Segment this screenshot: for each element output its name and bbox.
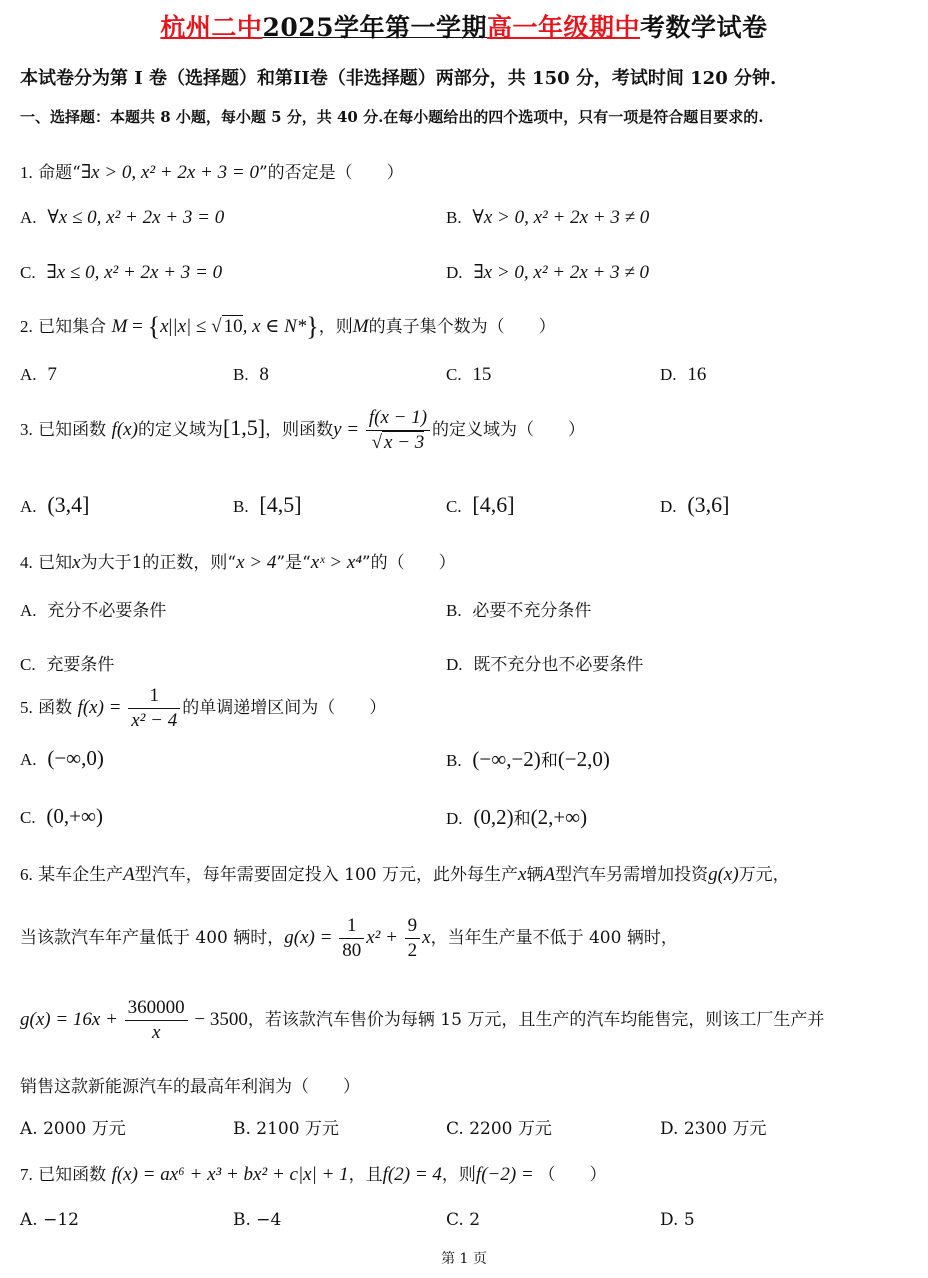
q6-number: 6. [20, 865, 33, 884]
q3-option-d[interactable] [660, 492, 730, 518]
q2-var: x [160, 316, 169, 337]
option-text: (−2,0) [557, 747, 610, 771]
q2-brace-open: { [147, 312, 161, 341]
option-label: A. [20, 208, 37, 227]
q3-number: 3. [20, 420, 33, 439]
q5-fx: f(x) = [77, 697, 127, 718]
q5-fraction [128, 684, 180, 733]
q6-frac3-num: 360000 [125, 996, 188, 1021]
q4-post: ”的（ ） [361, 553, 456, 573]
question-3 [20, 406, 585, 455]
option-and: 和 [513, 809, 531, 829]
q3-pre: 已知函数 [38, 420, 107, 440]
q5-number: 5. [20, 698, 33, 717]
option-text: ∃x ≤ 0, x² + 2x + 3 = 0 [46, 262, 223, 283]
option-text: ∀x > 0, x² + 2x + 3 ≠ 0 [472, 207, 650, 228]
q6-text: 某车企生产 [38, 865, 124, 885]
option-label: D. [446, 263, 463, 282]
option-text: 8 [259, 364, 269, 385]
q6-option-b[interactable]: B. 2100 万元 [233, 1119, 339, 1139]
q6-text: 万元， [738, 865, 790, 885]
section-heading: 一、选择题：本题共 8 小题，每小题 5 分，共 40 分.在每小题给出的四个选项中，只有一项是符合题目要求的. [20, 108, 764, 126]
option-label: D. [660, 365, 677, 384]
q5-option-d[interactable] [446, 804, 587, 830]
q5-frac-den: x² − 4 [131, 710, 178, 731]
q4-number: 4. [20, 553, 33, 572]
q1-math: ∃x > 0, x² + 2x + 3 = 0 [80, 162, 259, 183]
option-text: [4,6] [472, 492, 515, 517]
q7-post: （ ） [538, 1165, 607, 1185]
q7-cond: f(2) = 4 [382, 1164, 442, 1185]
question-6-line-3 [20, 996, 824, 1045]
q1-option-a[interactable] [20, 206, 224, 229]
option-label: A. [20, 365, 37, 384]
q2-rest: , x ∈ N* [242, 316, 307, 337]
q4-mid1: 为大于1的正数，则“ [80, 553, 237, 573]
title-term: 2025学年第一学期 [262, 13, 488, 42]
q3-fraction: $\frac{f(x - 1)}{√ x - 3}$ [366, 406, 430, 455]
q1-post: ”的否定是（ ） [258, 163, 404, 183]
option-label: D. [446, 655, 463, 674]
q2-option-a[interactable] [20, 364, 57, 386]
q6-frac1-num: 1 [339, 914, 364, 939]
q6-text: 型汽车，每年需要固定投入 100 万元，此外每生产 [134, 865, 519, 885]
option-label: A. [20, 497, 37, 516]
title-school: 杭州二中 [160, 13, 263, 42]
q6-model: A [123, 864, 135, 885]
q6-text: 型汽车另需增加投资 [555, 865, 709, 885]
q6-g2-tail: − 3500 [189, 1009, 248, 1030]
q3-mid2: ，则函数 [265, 420, 334, 440]
q1-option-d[interactable] [446, 261, 649, 284]
q4-x: x [72, 552, 81, 573]
q1-pre: 命题“ [38, 163, 81, 183]
option-text: 充分不必要条件 [47, 601, 167, 621]
q1-option-b[interactable] [446, 206, 649, 229]
q4-option-a[interactable] [20, 596, 166, 621]
page-number: 第 1 页 [441, 1251, 487, 1267]
q6-frac3 [125, 996, 188, 1045]
option-label: C. [20, 263, 36, 282]
q4-cond2: xˣ > x⁴ [310, 552, 362, 573]
option-text: (−∞,0) [47, 746, 104, 770]
q7-mid2: ，则 [441, 1165, 476, 1185]
option-label: B. [233, 497, 249, 516]
option-label: A. [20, 601, 37, 620]
exam-title [0, 8, 928, 44]
q2-absx: |x| [172, 316, 192, 337]
q6-g1-eq: g(x) = [284, 927, 338, 948]
q6-g1-mid: x² + [366, 927, 403, 948]
q7-mid: ，且 [348, 1165, 383, 1185]
q7-pre: 已知函数 [38, 1165, 107, 1185]
q3-post: 的定义域为（ ） [432, 420, 586, 440]
q6-frac1 [339, 914, 364, 963]
q7-option-a[interactable]: A. −12 [20, 1210, 79, 1230]
q4-mid2: ”是“ [276, 553, 311, 573]
option-text: (2,+∞) [530, 805, 588, 829]
q4-cond1: x > 4 [236, 552, 277, 573]
q4-pre: 已知 [38, 553, 73, 573]
option-label: B. [446, 601, 462, 620]
q5-pre: 函数 [38, 698, 73, 718]
q5-option-a[interactable] [20, 746, 104, 771]
option-label: B. [446, 751, 462, 770]
question-6-line-2 [20, 914, 678, 963]
option-and: 和 [540, 751, 558, 771]
q6-frac2 [405, 914, 421, 963]
q7-option-d[interactable]: D. 5 [660, 1210, 695, 1230]
q7-ask: f(−2) = [475, 1164, 539, 1185]
option-text: (0,2) [473, 805, 514, 829]
q6-frac2-num: 9 [405, 914, 421, 939]
option-text: (3,4] [47, 492, 90, 517]
option-text: 充要条件 [46, 655, 115, 675]
q2-radicand: 10 [223, 316, 243, 337]
q2-pre: 已知集合 [38, 317, 107, 337]
q2-le: ≤ [191, 316, 212, 337]
q3-domain: [1,5] [222, 415, 266, 440]
q5-frac-num: 1 [128, 684, 180, 709]
question-2: 2. 已知集合 M = {x||x| ≤ √ 10, x ∈ N*}，则M的真子集个数为（ ） [20, 312, 556, 341]
option-label: B. [233, 365, 249, 384]
q3-frac-num: f(x − 1) [366, 406, 430, 431]
option-text: 7 [47, 364, 57, 385]
q6-text: ，当年生产量不低于 400 辆时， [430, 928, 678, 948]
q7-option-b[interactable]: B. −4 [233, 1210, 282, 1230]
option-text: 必要不充分条件 [472, 601, 592, 621]
q6-model: A [543, 864, 556, 885]
q2-option-d[interactable] [660, 364, 706, 386]
q2-post1: ，则 [318, 317, 353, 337]
option-label: C. [20, 655, 36, 674]
question-6-line-4: 销售这款新能源汽车的最高年利润为（ ） [20, 1077, 360, 1097]
q3-option-b[interactable] [233, 492, 302, 518]
q3-fx: f(x) [111, 419, 138, 440]
q6-text: ，若该款汽车售价为每辆 15 万元，且生产的汽车均能售完，则该工厂生产并 [247, 1010, 825, 1030]
q6-x: x [518, 864, 527, 885]
option-label: C. [20, 808, 36, 827]
option-text: 既不充分也不必要条件 [473, 655, 644, 675]
option-text: ∀x ≤ 0, x² + 2x + 3 = 0 [47, 207, 225, 228]
q6-option-c[interactable]: C. 2200 万元 [446, 1119, 552, 1139]
q4-option-c[interactable] [20, 650, 114, 675]
q6-option-a[interactable]: A. 2000 万元 [20, 1119, 126, 1139]
option-text: (0,+∞) [46, 804, 103, 828]
q6-frac3-den: x [151, 1022, 161, 1043]
question-1 [20, 158, 404, 184]
q2-post2: 的真子集个数为（ ） [368, 317, 556, 337]
option-label: A. [20, 750, 37, 769]
q2-bar: | [168, 316, 173, 337]
q6-gx: g(x) [708, 864, 739, 885]
q6-g2-eq: g(x) = 16x + [20, 1009, 123, 1030]
option-text: 15 [472, 364, 492, 385]
q3-frac-den: x − 3 [384, 432, 425, 453]
q6-frac1-den: 80 [342, 940, 362, 961]
option-text: ∃x > 0, x² + 2x + 3 ≠ 0 [473, 262, 650, 283]
q2-brace-close: } [306, 312, 319, 341]
q7-fx: f(x) = ax⁶ + x³ + bx² + c|x| + 1 [111, 1164, 349, 1185]
q4-option-d[interactable] [446, 650, 643, 675]
q6-g1-x: x [422, 927, 431, 948]
q2-number: 2. [20, 317, 33, 336]
q1-number: 1. [20, 163, 33, 182]
q2-post-m: M [352, 316, 369, 337]
question-4 [20, 548, 456, 574]
q6-frac2-den: 2 [407, 940, 418, 961]
q3-option-a[interactable] [20, 492, 90, 518]
q2-set-name: M [111, 316, 128, 337]
option-text: (3,6] [687, 492, 730, 517]
question-7 [20, 1160, 607, 1186]
question-6-line-1 [20, 860, 790, 886]
option-label: B. [446, 208, 462, 227]
q3-option-c[interactable] [446, 492, 515, 518]
question-5 [20, 684, 386, 733]
option-label: C. [446, 497, 462, 516]
q6-text: 当该款汽车年产量低于 400 辆时， [20, 928, 285, 948]
option-label: D. [660, 497, 677, 516]
option-label: D. [446, 809, 463, 828]
q5-option-b[interactable] [446, 746, 610, 772]
q2-eq: = [127, 316, 148, 337]
q6-text: 辆 [526, 865, 544, 885]
q2-option-b[interactable] [233, 364, 269, 386]
q5-post: 的单调递增区间为（ ） [182, 698, 387, 718]
exam-intro: 本试卷分为第 I 卷（选择题）和第II卷（非选择题）两部分，共 150 分，考试时间 120 分钟. [20, 68, 777, 89]
option-label: C. [446, 365, 462, 384]
title-grade: 高一年级期中 [487, 13, 641, 42]
q4-option-b[interactable] [446, 596, 591, 621]
title-subject: 考数学试卷 [640, 13, 768, 42]
q6-option-d[interactable]: D. 2300 万元 [660, 1119, 767, 1139]
option-text: [4,5] [259, 492, 302, 517]
q5-option-c[interactable] [20, 804, 103, 829]
q3-mid: 的定义域为 [137, 420, 223, 440]
q7-option-c[interactable]: C. 2 [446, 1210, 481, 1230]
q2-option-c[interactable] [446, 364, 491, 386]
q7-number: 7. [20, 1165, 33, 1184]
q3-y: y = [333, 419, 364, 440]
option-text: 16 [687, 364, 707, 385]
option-text: (−∞,−2) [472, 747, 541, 771]
q1-option-c[interactable] [20, 261, 222, 284]
